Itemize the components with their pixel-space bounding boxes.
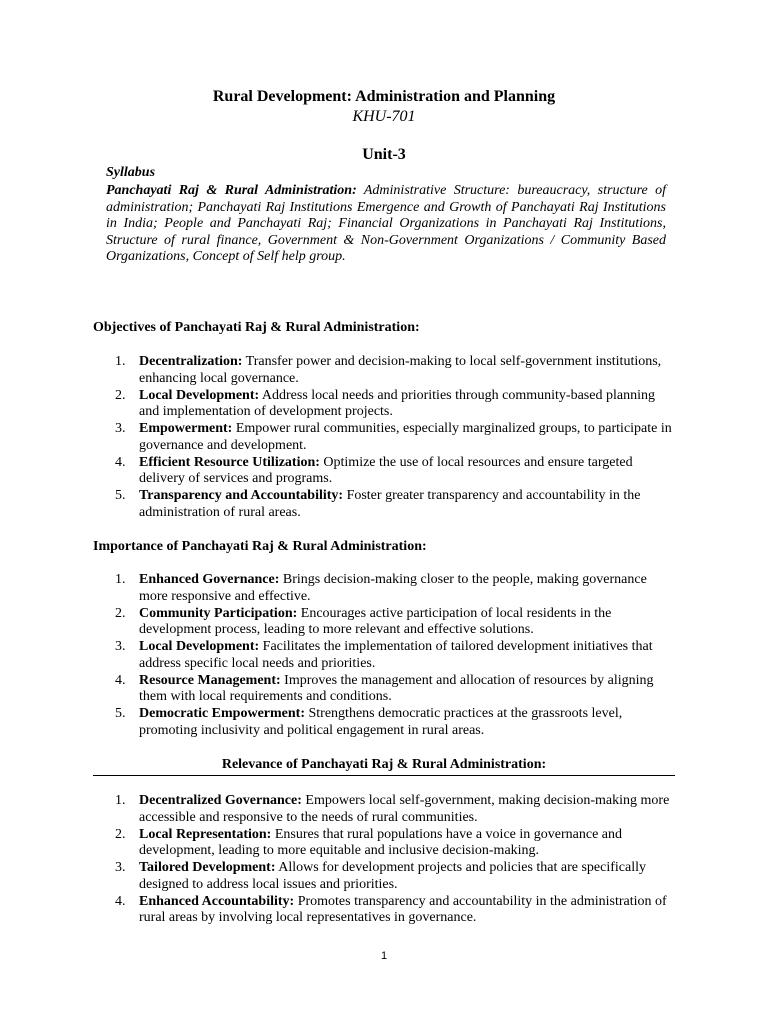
- list-item: [0, 488, 676, 521]
- item-text: Empower rural communities, especially marginalized groups, to participate in governance and development.: [139, 421, 672, 453]
- syllabus-description: Administrative Structure: bureaucracy, structure of administration; Panchayati Raj Institutions Emergence and Growth of Panchayati Raj Institutions in India; People and Panchayati Raj; Financial Organizations in Panchayati Raj Institutions, Structure of rural finance, Government & Non-Government Organizations / Community Based Organizations, Concept of Self help group.: [106, 183, 666, 265]
- item-text: Facilitates the implementation of tailored development initiatives that address specific local needs and priorities.: [139, 639, 653, 671]
- item-term: Resource Management:: [139, 672, 281, 688]
- page-number: 1: [380, 950, 388, 962]
- item-term: Local Development:: [139, 639, 260, 655]
- importance-heading: Importance of Panchayati Raj & Rural Administration:: [93, 539, 427, 554]
- item-number: 1.: [115, 354, 126, 369]
- item-number: 4.: [115, 893, 126, 909]
- item-number: 1.: [115, 572, 126, 587]
- relevance-list: [0, 793, 676, 927]
- list-item: [0, 894, 676, 927]
- item-term: Efficient Resource Utilization:: [139, 454, 320, 470]
- syllabus-text: [106, 183, 666, 266]
- item-text: Encourages active participation of local residents in the development process, leading to more relevant and effective solutions.: [139, 605, 612, 638]
- item-term: Enhanced Accountability:: [139, 893, 295, 909]
- item-text: Ensures that rural populations have a voice in governance and development, leading to more equitable and inclusive decision-making.: [139, 826, 622, 859]
- list-item: [0, 421, 676, 454]
- syllabus-label: Syllabus: [106, 165, 156, 180]
- item-text: Transfer power and decision-making to local self-government institutions, enhancing local governance.: [139, 354, 662, 386]
- item-number: 2.: [115, 387, 126, 403]
- item-number: 3.: [115, 860, 126, 876]
- list-item: [0, 354, 676, 387]
- item-number: 3.: [115, 421, 126, 437]
- item-number: 4.: [115, 672, 126, 688]
- item-text: Allows for development projects and policies that are specifically designed to address local issues and priorities.: [139, 860, 646, 892]
- importance-list: [0, 572, 676, 740]
- item-term: Community Participation:: [139, 605, 298, 621]
- course-code: KHU-701: [352, 108, 416, 125]
- item-number: 5.: [115, 706, 126, 722]
- item-text: Brings decision-making closer to the people, making governance more responsive and effective.: [139, 572, 647, 604]
- item-number: 2.: [115, 605, 126, 621]
- item-number: 4.: [115, 454, 126, 470]
- document-title: Rural Development: Administration and Planning: [212, 88, 556, 105]
- list-item: [0, 860, 676, 893]
- item-term: Empowerment:: [139, 421, 233, 437]
- list-item: [0, 388, 676, 421]
- objectives-heading: Objectives of Panchayati Raj & Rural Administration:: [93, 320, 420, 335]
- item-number: 5.: [115, 488, 126, 504]
- item-number: 2.: [115, 826, 126, 842]
- item-term: Tailored Development:: [139, 860, 276, 876]
- item-text: Foster greater transparency and accountability in the administration of rural areas.: [139, 488, 641, 520]
- objectives-list: [0, 354, 676, 522]
- list-item: [0, 572, 676, 605]
- section-divider: [93, 775, 675, 776]
- item-text: Improves the management and allocation of resources by aligning them with local requirements and conditions.: [139, 672, 654, 705]
- item-text: Empowers local self-government, making decision-making more accessible and responsive to the needs of rural communities.: [139, 793, 670, 825]
- item-term: Democratic Empowerment:: [139, 706, 305, 722]
- item-term: Transparency and Accountability:: [139, 488, 344, 504]
- item-term: Enhanced Governance:: [139, 572, 280, 587]
- list-item: [0, 639, 676, 672]
- list-item: [0, 827, 676, 860]
- item-text: Address local needs and priorities through community-based planning and implementation of development projects.: [139, 387, 655, 420]
- item-text: Strengthens democratic practices at the grassroots level, promoting inclusivity and political engagement in rural areas.: [139, 706, 623, 738]
- list-item: [0, 455, 676, 488]
- list-item: [0, 606, 676, 639]
- list-item: [0, 706, 676, 739]
- item-text: Promotes transparency and accountability in the administration of rural areas by involving local representatives in governance.: [139, 893, 667, 926]
- item-text: Optimize the use of local resources and ensure targeted delivery of services and programs.: [139, 454, 633, 487]
- item-number: 3.: [115, 639, 126, 655]
- item-number: 1.: [115, 793, 126, 808]
- item-term: Decentralization:: [139, 354, 243, 369]
- list-item: [0, 673, 676, 706]
- item-term: Decentralized Governance:: [139, 793, 302, 808]
- unit-title: Unit-3: [362, 146, 406, 163]
- item-term: Local Representation:: [139, 826, 272, 842]
- list-item: [0, 793, 676, 826]
- relevance-heading: Relevance of Panchayati Raj & Rural Administration:: [221, 757, 547, 772]
- item-term: Local Development:: [139, 387, 260, 403]
- syllabus-topic: Panchayati Raj & Rural Administration:: [106, 183, 357, 198]
